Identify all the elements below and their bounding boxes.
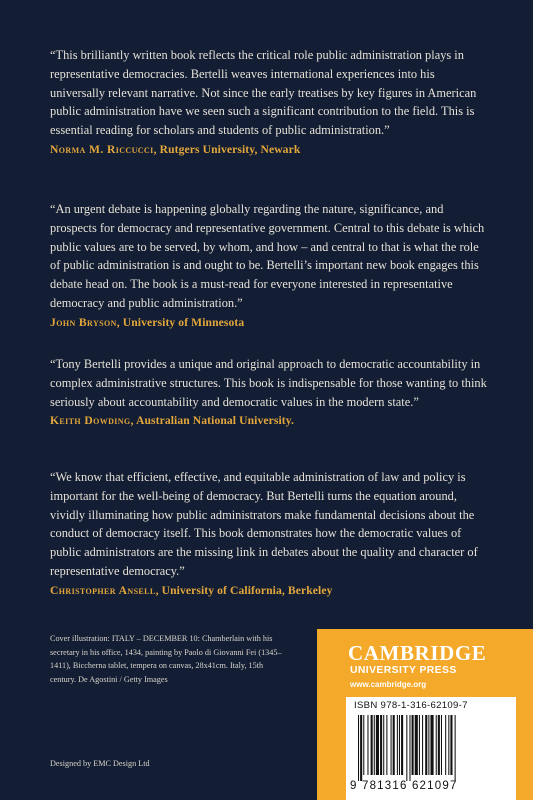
barcode-bar — [401, 715, 403, 775]
barcode-bar — [430, 715, 433, 775]
barcode-bar — [436, 715, 437, 775]
barcode-bar — [376, 715, 379, 775]
endorsement-3-institution: , Australian National University. — [130, 414, 294, 428]
barcode-bar — [438, 715, 440, 775]
barcode-box — [346, 697, 516, 800]
publisher-url: www.cambridge.org — [350, 680, 427, 689]
publisher-name: CAMBRIDGE — [348, 641, 487, 665]
barcode-bar — [455, 715, 456, 781]
endorsement-1 — [50, 46, 490, 160]
endorsement-2 — [50, 200, 490, 333]
endorsement-2-attribution — [50, 314, 490, 333]
isbn-label: ISBN 978-1-316-62109-7 — [354, 700, 468, 711]
barcode-bar — [419, 715, 420, 775]
endorsement-3-attribution — [50, 412, 490, 431]
endorsement-2-text: “An urgent debate is happening globally regarding the nature, significance, and prospects for democracy and representative government. Central to this debate is which public values are to be served, by whom, and how – and central to that is what the role of public administration is and ought to be. Bertelli’s important new book engages this debate head on. The book is a must-read for everyone interested in representative democracy and public administration.” — [50, 202, 485, 310]
endorsement-4-name: Christopher Ansell — [50, 583, 156, 597]
endorsement-4-institution: , University of California, Berkeley — [155, 583, 333, 597]
endorsement-4-text: “We know that efficient, effective, and equitable administration of law and policy is important for the well-being of democracy. But Bertelli turns the equation around, vividly illuminating how public administrators make fundamental decisions about the conduct of democracy itself. This book demonstrates how the democratic values of public administrators are the missing link in debates about the quality and character of representative democracy.” — [50, 470, 478, 578]
cover-illustration-credit: Cover illustration: ITALY – DECEMBER 10: Chamberlain with his secretary in his office, 1434, painting by Paolo di Giovanni Fei (1345–1411), Biccherna tablet, tempera on canvas, 28x41cm. Italy, 15th century. De Agostini / Getty Images — [50, 634, 282, 684]
endorsement-4-attribution — [50, 582, 490, 601]
barcode-bar — [399, 715, 400, 775]
endorsement-3-text: “Tony Bertelli provides a unique and original approach to democratic accountability in complex administrative structures. This book is indispensable for those wanting to think seriously about accountability and democratic values in the modern state.” — [50, 357, 487, 409]
barcode-bar — [445, 715, 446, 775]
endorsement-2-institution: , University of Minnesota — [116, 315, 245, 329]
barcode-bar — [380, 715, 382, 775]
endorsement-2-name: John Bryson — [50, 315, 117, 329]
barcode-bar — [428, 715, 429, 775]
barcode-bar — [409, 715, 410, 781]
barcode-bar — [393, 715, 395, 775]
barcode-bar — [415, 715, 418, 775]
barcode-bar — [406, 715, 407, 781]
barcode-bar — [450, 715, 452, 775]
barcode-bar — [374, 715, 375, 775]
endorsement-3-name: Keith Dowding — [50, 414, 131, 428]
barcode-digits: 9 781316 621097 — [350, 780, 458, 792]
endorsement-1-name: Norma M. Riccucci — [50, 142, 154, 156]
endorsement-1-institution: , Rutgers University, Newark — [153, 142, 301, 156]
barcode-icon — [358, 715, 504, 781]
barcode-bar — [391, 715, 392, 775]
barcode-bar — [358, 715, 359, 781]
barcode-bar — [386, 715, 387, 775]
barcode-bar — [371, 715, 373, 775]
barcode-bar — [383, 715, 384, 775]
endorsement-1-attribution — [50, 141, 490, 160]
endorsement-3 — [50, 355, 490, 431]
barcode-bar — [367, 715, 368, 775]
barcode-bar — [363, 715, 364, 775]
barcode-bar — [360, 715, 362, 781]
barcode-bar — [425, 715, 427, 775]
endorsement-4 — [50, 468, 490, 601]
endorsement-1-text: “This brilliantly written book reflects the critical role public administration plays in representative democracies. Bertelli weaves international experiences into his universally relevant narrative. Not since the early treatises by key figures in American public administration have we seen such a significant contribution to the field. This is essential reading for scholars and students of public administration.” — [50, 48, 477, 138]
barcode-bar — [422, 715, 423, 775]
publisher-press: UNIVERSITY PRESS — [350, 665, 457, 676]
barcode-bar — [412, 715, 414, 775]
barcode-bar — [397, 715, 398, 775]
barcode-bar — [441, 715, 442, 775]
designer-credit: Designed by EMC Design Ltd — [50, 759, 150, 768]
barcode-bar — [448, 715, 449, 775]
